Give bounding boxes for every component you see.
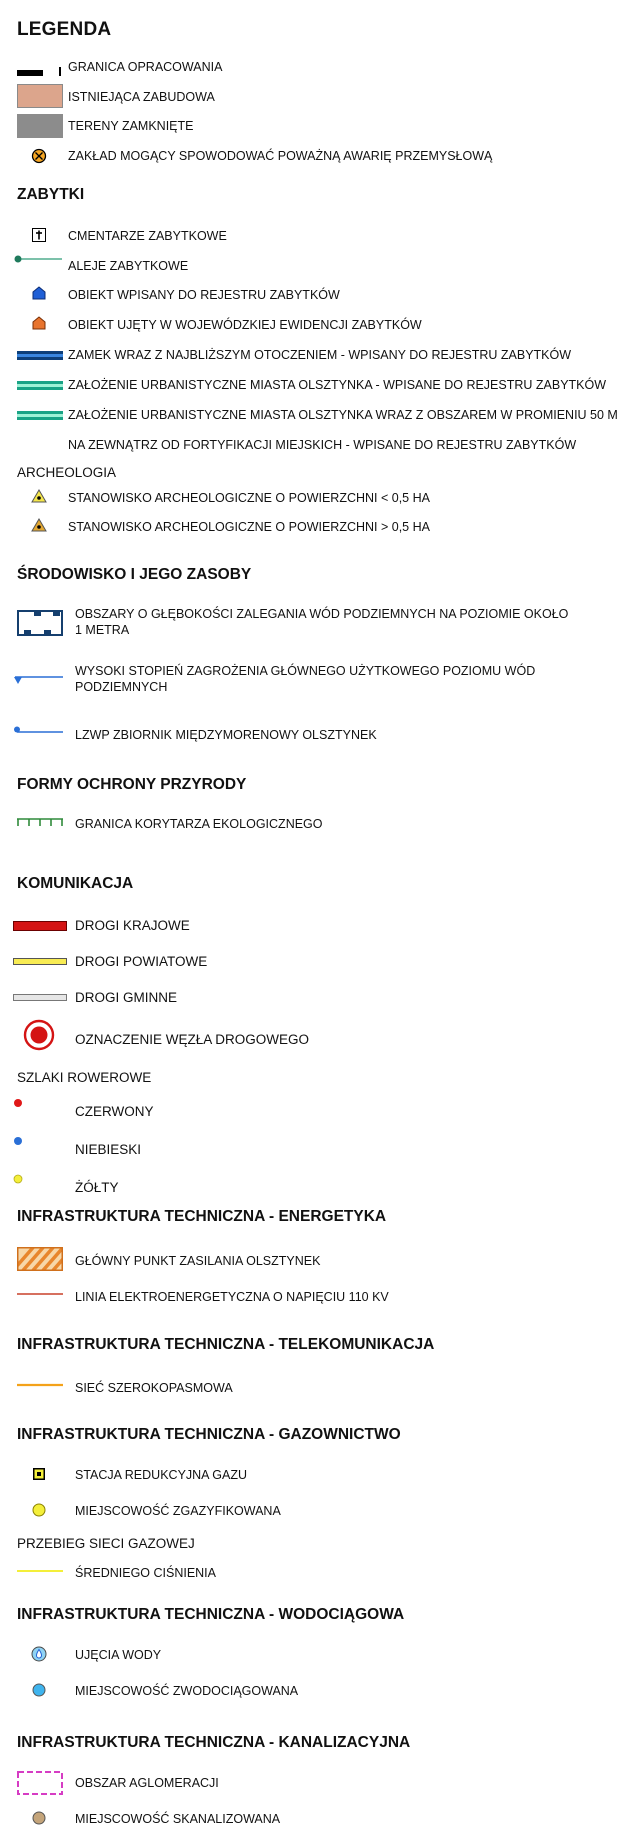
monuments-label-3: OBIEKT WPISANY DO REJESTRU ZABYTKÓW	[68, 288, 340, 302]
existing-buildings-swatch-icon	[17, 84, 63, 108]
urban-layout-zone-line-icon	[17, 411, 63, 420]
sewered-locality-icon	[32, 1811, 46, 1825]
voivodeship-monument-house-icon	[32, 316, 46, 330]
bike-heading: SZLAKI ROWEROWE	[17, 1070, 152, 1085]
boundary-line-icon	[17, 62, 63, 78]
water-heading: INFRASTRUKTURA TECHNICZNA - WODOCIĄGOWA	[17, 1606, 405, 1623]
legend-title: LEGENDA	[17, 19, 112, 40]
shallow-groundwater-area-icon	[17, 610, 63, 636]
power-supply-hatched-icon	[17, 1247, 63, 1271]
castle-double-line-icon	[17, 351, 63, 360]
groundwater-threat-line-icon	[13, 674, 65, 686]
archeology-label-1: STANOWISKO ARCHEOLOGICZNE O POWIERZCHNI < 0,5 HA	[68, 491, 430, 505]
medium-pressure-gas-line-icon	[17, 1569, 63, 1573]
small-site-triangle-icon	[31, 489, 47, 503]
yellow-trail-dot-icon	[13, 1174, 23, 1184]
transport-heading: KOMUNIKACJA	[17, 875, 134, 892]
monuments-label-1: CMENTARZE ZABYTKOWE	[68, 229, 227, 243]
energy-label-2: LINIA ELEKTROENERGETYCZNA O NAPIĘCIU 110 KV	[75, 1290, 389, 1304]
transport-label-1: DROGI KRAJOWE	[75, 918, 190, 933]
archeology-heading: ARCHEOLOGIA	[17, 465, 117, 480]
archeology-label-2: STANOWISKO ARCHEOLOGICZNE O POWIERZCHNI > 0,5 HA	[68, 520, 430, 534]
blue-trail-dot-icon	[13, 1136, 23, 1146]
transport-label-2: DROGI POWIATOWE	[75, 954, 208, 969]
registered-monument-house-icon	[32, 286, 46, 300]
environment-label-3: LZWP ZBIORNIK MIĘDZYMORENOWY OLSZTYNEK	[75, 728, 377, 742]
water-label-2: MIEJSCOWOŚĆ ZWODOCIĄGOWANA	[75, 1684, 299, 1698]
sewage-label-1: OBSZAR AGLOMERACJI	[75, 1776, 219, 1790]
environment-heading: ŚRODOWISKO I JEGO ZASOBY	[17, 566, 252, 583]
water-label-1: UJĘCIA WODY	[75, 1648, 162, 1662]
eco-corridor-boundary-icon	[17, 817, 63, 829]
gas-sublabel-1: ŚREDNIEGO CIŚNIENIA	[75, 1566, 216, 1580]
sewage-label-2: MIEJSCOWOŚĆ SKANALIZOWANA	[75, 1812, 281, 1826]
general-label-2: ISTNIEJĄCA ZABUDOWA	[68, 90, 215, 104]
bike-label-2: NIEBIESKI	[75, 1142, 142, 1157]
red-trail-dot-icon	[13, 1098, 23, 1108]
monuments-label-2: ALEJE ZABYTKOWE	[68, 259, 189, 273]
general-label-3: TERENY ZAMKNIĘTE	[68, 119, 194, 133]
environment-label-1: OBSZARY O GŁĘBOKOŚCI ZALEGANIA WÓD PODZIEMNYCH NA POZIOMIE OKOŁO 1 METRA	[75, 607, 569, 637]
telecom-heading: INFRASTRUKTURA TECHNICZNA - TELEKOMUNIKACJA	[17, 1336, 435, 1353]
water-intake-drop-icon	[31, 1646, 47, 1662]
monuments-label-5: ZAMEK WRAZ Z NAJBLIŻSZYM OTOCZENIEM - WPISANY DO REJESTRU ZABYTKÓW	[68, 348, 572, 362]
gas-label-1: STACJA REDUKCYJNA GAZU	[75, 1468, 248, 1482]
nature-label-1: GRANICA KORYTARZA EKOLOGICZNEGO	[75, 817, 323, 831]
road-junction-target-icon	[23, 1019, 55, 1051]
monuments-label-7: ZAŁOŻENIE URBANISTYCZNE MIASTA OLSZTYNKA WRAZ Z OBSZAREM W PROMIENIU 50 M	[68, 408, 618, 422]
gas-heading: INFRASTRUKTURA TECHNICZNA - GAZOWNICTWO	[17, 1426, 401, 1443]
cemetery-cross-icon	[32, 228, 46, 242]
municipal-road-line-icon	[13, 994, 67, 1001]
historic-alley-line-icon	[14, 254, 64, 264]
broadband-line-icon	[17, 1383, 63, 1387]
national-road-line-icon	[13, 921, 67, 931]
energy-label-1: GŁÓWNY PUNKT ZASILANIA OLSZTYNEK	[75, 1254, 321, 1268]
transport-label-3: DROGI GMINNE	[75, 990, 178, 1005]
sewage-heading: INFRASTRUKTURA TECHNICZNA - KANALIZACYJNA	[17, 1734, 411, 1751]
general-label-1: GRANICA OPRACOWANIA	[68, 60, 223, 74]
gas-label-2: MIEJSCOWOŚĆ ZGAZYFIKOWANA	[75, 1504, 281, 1518]
gas-reduction-station-icon	[33, 1468, 45, 1480]
monuments-label-4: OBIEKT UJĘTY W WOJEWÓDZKIEJ EWIDENCJI ZABYTKÓW	[68, 318, 422, 332]
transport-label-4: OZNACZENIE WĘZŁA DROGOWEGO	[75, 1032, 310, 1047]
energy-heading: INFRASTRUKTURA TECHNICZNA - ENERGETYKA	[17, 1208, 387, 1225]
gasified-locality-icon	[32, 1503, 46, 1517]
monuments-continuation: NA ZEWNĄTRZ OD FORTYFIKACJI MIEJSKICH - WPISANE DO REJESTRU ZABYTKÓW	[68, 438, 577, 452]
urban-layout-line-icon	[17, 381, 63, 390]
nature-heading: FORMY OCHRONY PRZYRODY	[17, 776, 247, 793]
county-road-line-icon	[13, 958, 67, 965]
large-site-triangle-icon	[31, 518, 47, 532]
water-supplied-locality-icon	[32, 1683, 46, 1697]
general-label-4: ZAKŁAD MOGĄCY SPOWODOWAĆ POWAŻNĄ AWARIĘ PRZEMYSŁOWĄ	[68, 149, 493, 163]
gas-subheading: PRZEBIEG SIECI GAZOWEJ	[17, 1536, 195, 1551]
bike-label-1: CZERWONY	[75, 1104, 154, 1119]
hazard-plant-icon	[31, 148, 47, 164]
bike-label-3: ŻÓŁTY	[75, 1180, 119, 1195]
monuments-heading: ZABYTKI	[17, 186, 85, 203]
monuments-label-6: ZAŁOŻENIE URBANISTYCZNE MIASTA OLSZTYNKA - WPISANE DO REJESTRU ZABYTKÓW	[68, 378, 607, 392]
telecom-label-1: SIEĆ SZEROKOPASMOWA	[75, 1381, 233, 1395]
aquifer-line-icon	[13, 726, 65, 736]
closed-areas-swatch-icon	[17, 114, 63, 138]
agglomeration-area-icon	[17, 1771, 63, 1795]
environment-label-2: WYSOKI STOPIEŃ ZAGROŻENIA GŁÓWNEGO UŻYTKOWEGO POZIOMU WÓD PODZIEMNYCH	[75, 664, 536, 694]
power-line-icon	[17, 1292, 63, 1296]
